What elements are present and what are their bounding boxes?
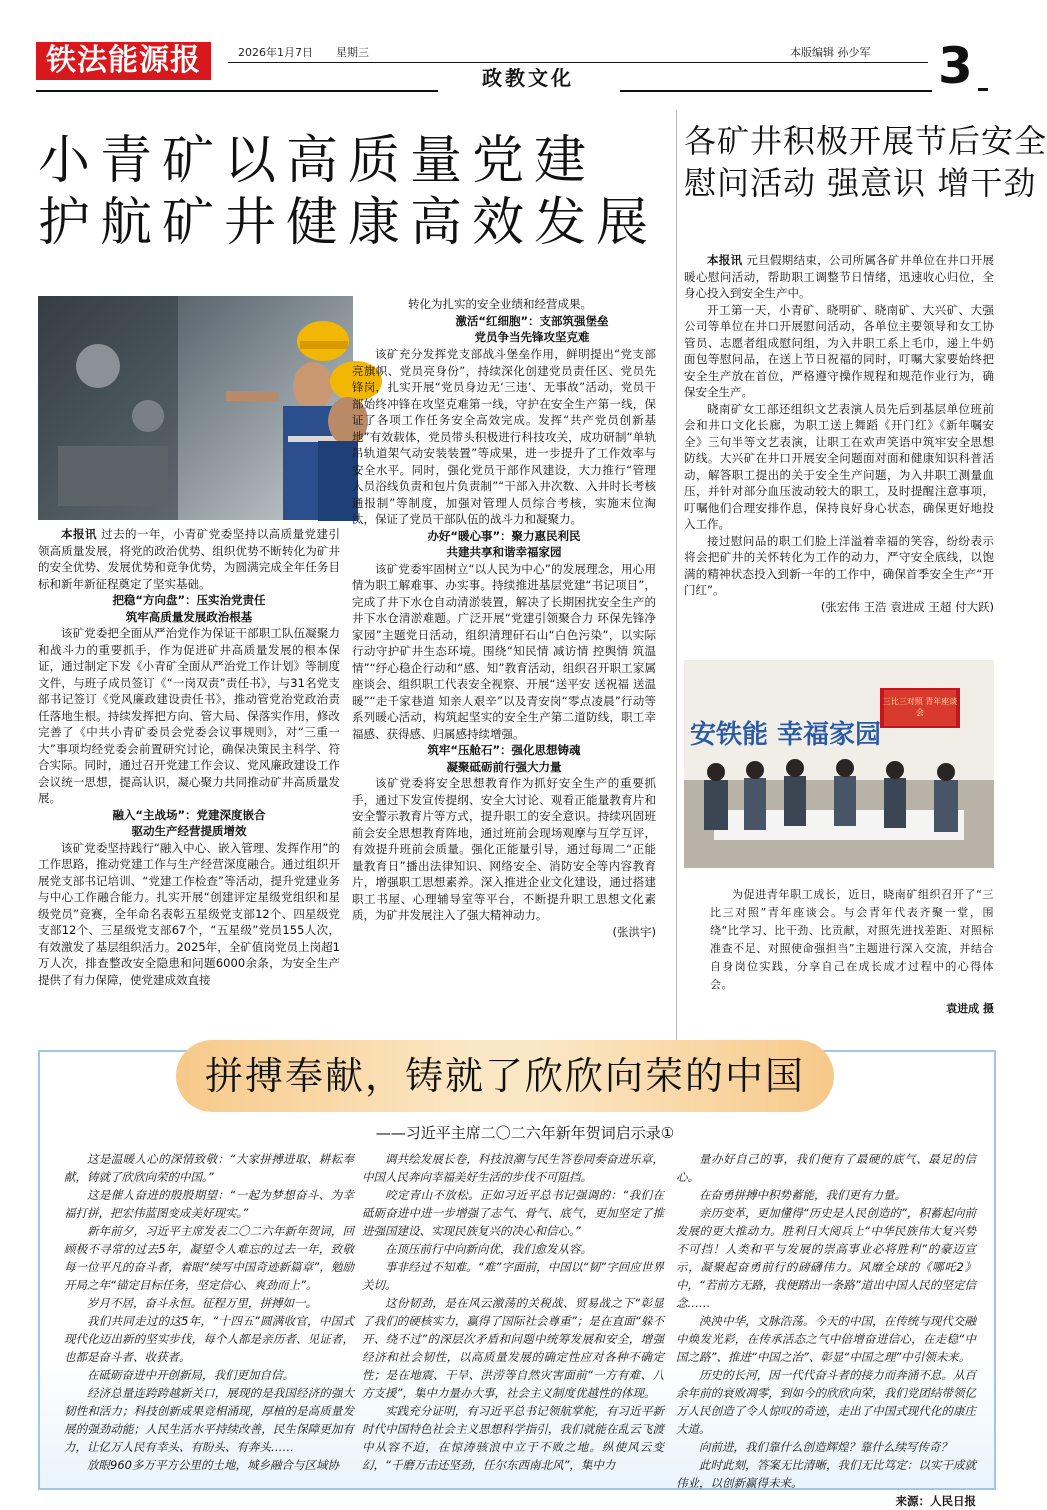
feature-col1-para-8: 放眼960多万平方公里的土地，城乡融合与区域协 (87, 1458, 339, 1472)
main-subhead-3a: 激活“红细胞”：支部筑强堡垒 (455, 313, 609, 328)
column-divider (676, 110, 677, 1140)
main-subhead-1a: 把稳“方向盘”：压实治党责任 (112, 593, 266, 607)
side-article-lead-tag: 本报讯 (707, 253, 743, 267)
feature-col3-para-7: 此时此刻，答案无比清晰，我们无比笃定：以实干成就伟业，以创新赢得未来。 (676, 1458, 976, 1490)
feature-col3-para-5: 历史的长河，因一代代奋斗者的接力而奔涌不息。从百余年前的衰败凋零，到如今的欣欣向荣，我们党团结带领亿万人民创造了令人惊叹的奇迹，走出了中国式现代化的康庄大道。 (676, 1368, 976, 1436)
page-number-dash (978, 88, 988, 91)
side-headline-line2: 慰问活动 强意识 增干劲 (684, 164, 1037, 202)
main-subhead-1b: 筑牢高质量发展政治根基 (125, 609, 253, 624)
meeting-photo-illustration (684, 660, 994, 868)
issue-date: 2026年1月7日 (238, 46, 313, 59)
newspaper-masthead: 铁法能源报 (36, 42, 211, 80)
main-subhead-2b: 驱动生产经营提质增效 (131, 824, 247, 838)
side-article-credit: (张宏伟 王浩 袁进成 王超 付大跃) (820, 599, 994, 614)
main-article-column-1 (38, 526, 340, 1064)
meeting-photo-caption: 为促进青年职工成长，近日，晓南矿组织召开了“三比三对照”青年座谈会。与会青年代表齐聚一堂，围绕“比学习、比干劲、比贡献，对照先进找差距、对照标准查不足、对照使命强担当”主题进行深入交流，并结合自身岗位实践，分享自己在成长成才过程中的心得体会。 (710, 888, 994, 991)
feature-column-3 (676, 1150, 976, 1508)
feature-col2-para-3: 在顶压前行中向新向优，我们愈发从容。 (385, 1242, 592, 1256)
header-rule-right (620, 90, 932, 92)
feature-col1-para-5: 我们共同走过的这5年，“十四五”圆满收官，中国式现代化迈出新的坚实步伐，每个人都是亲历者、见证者，也都是奋斗者、收获者。 (64, 1314, 354, 1364)
feature-col2-para-4: 事非经过不知难。“难”字面前，中国以“韧”字回应世界关切。 (362, 1260, 664, 1292)
meeting-wall-sign: 安铁能 幸福家园 (690, 720, 882, 750)
main-subhead-5b: 凝聚砥砺前行强大力量 (446, 759, 562, 774)
main-headline-line2: 护航矿井健康高效发展 (38, 193, 659, 253)
feature-col3-para-1: 量办好自己的事，我们便有了最硬的底气、最足的信心。 (676, 1152, 976, 1184)
page-editor: 本版编辑 孙少军 (790, 46, 871, 59)
feature-title: 拼搏奉献，铸就了欣欣向荣的中国 (204, 1054, 805, 1098)
feature-column-2 (362, 1150, 664, 1484)
side-article (684, 252, 994, 630)
main-article-section-5: 该矿党委将安全思想教育作为抓好安全生产的重要抓手，通过下发宣传提纲、安全大讨论、观看正能量教育片和安全警示教育片等方式，提升职工的安全意识。持续巩固班前会安全思想教育阵地，通过班前会现场观摩与互学互评，有效提升班前会质量。强化正能量引导，通过每周二“正能量教育日”播出法律知识、网络安全、消防安全等内容教育片，增强职工思想素养。深入推进企业文化建设，通过搭建职工书屋、心理辅导室等平台，不断提升职工思想文化素质，为矿井发展注入了强大精神动力。 (352, 776, 656, 922)
meeting-photo-credit: 袁进成 摄 (946, 1002, 994, 1015)
main-article-column-2-top (352, 296, 656, 350)
main-article-section-2: 该矿党委坚持践行“融入中心、嵌入管理、发挥作用”的工作思路，推动党建工作与生产经营深度融合。通过组织开展党支部书记培训、“党建工作检查”等活动，提升党建业务与中心工作融合能力。扎实开展“创建评定星级党组织和星级党员”竞赛，全年命名表彰五星级党支部12个、四星级党支部12个、三星级党支部67个，“五星级”党员155人次，有效激发了基层组织活力。2025年，全矿值岗党员上岗超1万人次，排查整改安全隐患和问题6000余条，为安全生产提供了有力保障，使党建成效直接 (38, 840, 340, 987)
feature-col3-para-6: 向前进，我们靠什么创造辉煌？靠什么续写传奇？ (699, 1440, 952, 1454)
side-article-para-3: 晓南矿女工部还组织文艺表演人员先后到基层单位班前会和井口文化长廊，为职工送上舞蹈《开门红》《新年嘱安全》三句半等文艺表演，让职工在欢声笑语中筑牢安全思想防线。大兴矿在井口开展安全问题面对面和健康知识科普活动，解答职工提出的关于安全生产问题，为入井职工测量血压，并针对部分血压波动较大的职工，及时提醒注意事项，叮嘱他们合理安排作息，保持良好身心状态，确保更好地投入工作。 (684, 401, 994, 531)
main-article-lead-tag: 本报讯 (61, 527, 97, 541)
main-article-credit: (张洪宇) (612, 924, 656, 939)
feature-col3-para-3: 亲历变革，更加懂得“历史是人民创造的”，积蓄起向前发展的更大推动力。胜利日大阅兵上“中华民族伟大复兴势不可挡！人类和平与发展的崇高事业必将胜利”的豪迈宣示，凝聚起奋勇前行的磅礴伟力。风靡全球的《哪吒2》中，“若前方无路，我便踏出一条路”道出中国人民的坚定信念…… (676, 1206, 976, 1310)
feature-col1-para-3: 新年前夕，习近平主席发表二〇二六年新年贺词，回顾极不寻常的过去5年，凝望令人难忘的过去一年，致敬每一位平凡的奋斗者，着眼“续写中国奇迹新篇章”，勉励开局之年“锚定目标任务，坚定信心、爽劲而上”。 (64, 1224, 354, 1292)
page-number: 3 (938, 37, 973, 95)
miners-photo (38, 296, 353, 520)
feature-col2-para-5: 这份韧劲，是在风云激荡的关税战、贸易战之下“彰显了我们的硬核实力，赢得了国际社会尊重”；是在直面“躲不开、绕不过”的深层次矛盾和问题中统筹发展和安全，增强经济和社会韧性，以高质量发展的确定性应对各种不确定性；是在地震、干旱、洪涝等自然灾害面前“一方有难、八方支援”，集中力量办大事，社会主义制度优越性的体现。 (362, 1296, 664, 1400)
main-article-column-2 (352, 346, 656, 1062)
side-headline-line1: 各矿井积极开展节后安全 (684, 122, 1047, 160)
main-subhead-4a: 办好“暖心事”：聚力惠民利民 (427, 528, 581, 543)
main-article-section-3: 该矿充分发挥党支部战斗堡垒作用，鲜明提出“党支部亮旗帜、党员亮身份”，持续深化创建党员责任区、党员先锋岗，扎实开展“党员身边无‘三违’、无事故”活动，党员干部始终冲锋在攻坚克难第一线，守护在安全生产第一线，保证了各项工作任务安全高效完成。发挥“共产党员创新基地”有效载体，党员带头积极进行科技攻关，成功研制“单轨吊轨道架气动安装装置”等成果，进一步提升了工作效率与安全水平。同时，强化党员干部作风建设，大力推行“管理人员浴线负责和包片负责制”“干部入井次数、入井时长考核通报制”等制度，加强对管理人员综合考核，实施末位淘汰，保证了党员干部队伍的战斗力和凝聚力。 (352, 347, 656, 526)
side-article-para-2: 开工第一天，小青矿、晓明矿、晓南矿、大兴矿、大强公司等单位在井口开展慰问活动，各单位主要领导和女工协管员、志愿者组成慰问组，为入井职工系上毛巾，递上牛奶面包等慰问品，在送上节日祝福的同时，叮嘱大家要始终把安全生产放在首位，严格遵守操作规程和规范作业行为，确保安全生产。 (684, 302, 994, 399)
feature-col2-para-6: 实践充分证明，有习近平总书记领航掌舵，有习近平新时代中国特色社会主义思想科学指引，我们就能在乱云飞渡中从容不迫，在惊涛骇浪中立于不败之地。纵使风云变幻，“千磨万击还坚劲，任尔东西南北风”，集中力 (362, 1404, 664, 1472)
feature-col2-para-1: 调共绘发展长卷，科技浪潮与民生答卷同奏奋进乐章，中国人民奔向幸福美好生活的步伐不可阻挡。 (362, 1152, 664, 1184)
side-article-para-4: 接过慰问品的职工们脸上洋溢着幸福的笑容，纷纷表示将会把矿井的关怀转化为工作的动力，严守安全底线，以饱满的精神状态投入到新一年的工作中，确保首季安全生产“开门红”。 (684, 533, 994, 597)
main-subhead-2a: 融入“主战场”：党建深度嵌合 (112, 807, 266, 822)
feature-subtitle: ——习近平主席二〇二六年新年贺词启示录① (375, 1124, 675, 1142)
main-subhead-5a: 筑牢“压舱石”：强化思想铸魂 (427, 743, 581, 757)
side-article-para-1: 元旦假期结束，公司所属各矿井单位在井口开展暖心慰问活动，帮助职工调整节日情绪，迅速收心归位，全身心投入到安全生产中。 (684, 253, 995, 300)
main-article-continuation: 转化为扎实的安全业绩和经营成果。 (408, 297, 592, 311)
main-subhead-4b: 共建共享和谐幸福家园 (446, 545, 562, 559)
main-subhead-3b: 党员争当先锋攻坚克难 (474, 330, 590, 344)
feature-col2-para-2: 咬定青山不放松。正如习近平总书记强调的：“我们在砥砺奋进中进一步增强了志气、骨气、底气，更加坚定了推进强国建设、实现民族复兴的决心和信心。” (362, 1188, 664, 1238)
feature-col1-para-6: 在砥砺奋进中开创新局，我们更加自信。 (87, 1368, 294, 1382)
feature-col1-para-7: 经济总量连跨跨越新关口，展现的是我国经济的强大韧性和活力；科技创新成果竞相涌现，厚植的是高质量发展的强劲动能；人民生活水平持续改善，民生保障更加有力，让亿万人民有幸头、有盼头、有奔头…… (64, 1386, 354, 1454)
miners-photo-illustration (38, 296, 353, 520)
meeting-banner-screen: 三比三对照 青年座谈会 (882, 697, 958, 717)
feature-source: 来源：人民日报 (895, 1494, 976, 1508)
feature-col1-para-1: 这是温暖人心的深情致敬：“大家拼搏进取、耕耘奉献，铸就了欣欣向荣的中国。” (64, 1152, 354, 1184)
issue-weekday: 星期三 (336, 46, 369, 59)
meeting-photo (684, 660, 994, 868)
section-title: 政教文化 (482, 66, 574, 90)
main-article-section-1: 该矿党委把全面从严治党作为保证干部职工队伍凝聚力和战斗力的重要抓手，作为促进矿井高质量发展的根本保证，通过制定下发《小青矿全面从严治党工作计划》等制度文件，与班子成员签订《“一岗双责”责任书》，与31名党支部书记签订《党风廉政建设责任书》，推动管党治党政治责任落地生根。持续发挥把方向、管大局、保落实作用，修改完善了《中共小青矿委员会党委会议事规则》，对“三重一大”事项均经党委会前置研究讨论，确保决策民主科学、符合实际。同时，通过召开党建工作会议、党风廉政建设工作会议统一思想，提高认识，凝心聚力共同推动矿井高质量发展。 (38, 626, 340, 805)
side-headline (684, 120, 1047, 204)
feature-column-1 (64, 1150, 354, 1484)
main-headline (38, 130, 658, 254)
feature-col1-para-4: 岁月不居，奋斗永恒。征程万里，拼搏如一。 (87, 1296, 317, 1310)
feature-col1-para-2: 这是催人奋进的殷殷期望：“一起为梦想奋斗、为幸福打拼，把宏伟蓝图变成美好现实。” (64, 1188, 354, 1220)
main-article-section-4: 该矿党委牢固树立“以人民为中心”的发展理念，用心用情为职工解难事、办实事。持续推进基层党建“书记项目”，完成了井下水仓自动清淤装置，解决了长期困扰安全生产的井下水仓清淤难题。广泛开展“党建引领聚合力 环保先锋净家园”主题党日活动，组织清理矸石山“白色污染”，以实际行动守护矿井生态环境。围绕“知民情 减访情 控舆情 筑温情”“纾心稳企行动和“感、知”教育活动，组织召开职工家属座谈会、组织职工代表安全视察、开展“送平安 送祝福 送温暖”“走千家巷道 知亲人艰辛”以及青安岗“零点凌晨”行动等系列暖心活动，构筑起坚实的安全生产第二道防线，职工幸福感、获得感、归属感持续增强。 (352, 561, 656, 741)
feature-col3-para-4: 泱泱中华，文脉浩荡。今天的中国，在传统与现代交融中焕发光彩，在传承活态之气中倍增奋进信心，在走稳“中国之路”、推进“中国之治”、彰显“中国之理”中引领未来。 (676, 1314, 976, 1364)
feature-col3-para-2: 在奋勇拼搏中积势蓄能，我们更有力量。 (699, 1188, 906, 1202)
main-headline-line1: 小青矿以高质量党建 (38, 131, 597, 191)
main-article-lead: 过去的一年，小青矿党委坚持以高质量党建引领高质量发展，将党的政治优势、组织优势不断转化为矿井的安全优势、发展优势和竞争优势，为圆满完成全年任务目标和新年新征程奠定了坚实基础。 (38, 527, 341, 591)
header-rule-left (36, 90, 438, 92)
